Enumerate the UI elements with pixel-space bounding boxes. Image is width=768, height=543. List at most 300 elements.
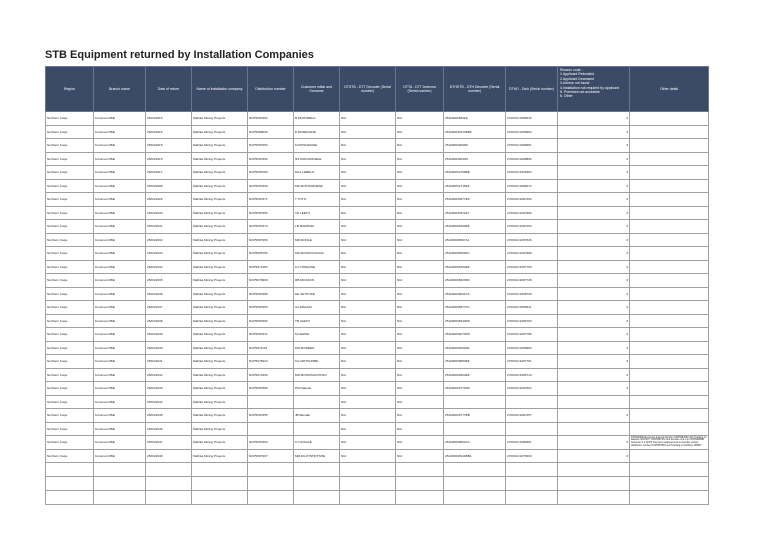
table-cell[interactable]: NCP5071484 <box>248 260 294 274</box>
table-cell[interactable]: Northern Cape <box>46 301 94 315</box>
column-header[interactable]: Distribution number <box>248 67 294 112</box>
table-cell[interactable]: Kuruman DBE <box>94 287 146 301</box>
table-cell[interactable]: Northern Cape <box>46 422 94 436</box>
table-cell[interactable]: N/A <box>396 328 444 342</box>
table-cell[interactable]: NCP5087962 <box>248 436 294 450</box>
column-header[interactable]: DTTA - DTT Antenna (Serial number) <box>396 67 444 112</box>
table-cell[interactable]: Kuruman DBE <box>94 166 146 180</box>
table-cell[interactable]: MN MOREEN <box>294 341 340 355</box>
table-cell[interactable]: NCP5071191 <box>248 341 294 355</box>
table-cell[interactable]: Kuruman DBE <box>94 220 146 234</box>
table-cell[interactable]: 270031C1086719 <box>506 368 558 382</box>
table-cell[interactable] <box>94 491 146 505</box>
table-cell[interactable]: 25/04/2041 <box>146 355 192 369</box>
table-cell[interactable]: 270031C1088215 <box>506 112 558 126</box>
table-cell[interactable]: Kuruman DBE <box>94 301 146 315</box>
table-cell[interactable]: Mafrika Mining Projects <box>192 247 248 261</box>
table-cell[interactable]: 251000036450E8 <box>444 220 506 234</box>
table-cell[interactable] <box>294 491 340 505</box>
table-cell[interactable]: N/A <box>340 355 396 369</box>
table-cell[interactable]: Kuruman DBE <box>94 260 146 274</box>
table-cell[interactable]: Mafrika Mining Projects <box>192 314 248 328</box>
table-cell[interactable] <box>396 491 444 505</box>
table-cell[interactable]: KG MOTSUMBE <box>294 355 340 369</box>
table-cell[interactable]: 251000032708BE <box>444 166 506 180</box>
table-cell[interactable] <box>396 463 444 477</box>
table-cell[interactable]: N/A <box>396 206 444 220</box>
table-cell[interactable] <box>630 139 709 153</box>
table-cell[interactable]: NCP5079968 <box>248 274 294 288</box>
table-cell[interactable]: N/A <box>340 382 396 396</box>
table-cell[interactable]: Mafrika Mining Projects <box>192 341 248 355</box>
table-cell[interactable]: M MOSIAMANE <box>294 139 340 153</box>
table-cell[interactable]: N/A <box>396 449 444 463</box>
table-cell[interactable]: NCP5087952 <box>248 112 294 126</box>
table-cell[interactable]: Mafrika Mining Projects <box>192 179 248 193</box>
table-cell[interactable]: NCP5087889 <box>248 382 294 396</box>
table-cell[interactable] <box>630 409 709 423</box>
table-cell[interactable]: 270031C1076693 <box>506 449 558 463</box>
table-cell[interactable]: Kuruman DBE <box>94 112 146 126</box>
table-cell[interactable] <box>630 463 709 477</box>
table-cell[interactable]: Northern Cape <box>46 112 94 126</box>
table-cell[interactable]: N/A <box>340 328 396 342</box>
table-cell[interactable]: N/A <box>340 193 396 207</box>
table-cell[interactable]: 270031C1087761 <box>506 355 558 369</box>
table-cell[interactable]: 3 <box>558 368 630 382</box>
table-cell[interactable]: Kuruman DBE <box>94 449 146 463</box>
table-cell[interactable]: 3 <box>558 247 630 261</box>
table-cell[interactable]: N/A <box>396 409 444 423</box>
table-cell[interactable] <box>630 247 709 261</box>
table-cell[interactable]: 3 <box>558 112 630 126</box>
table-cell[interactable] <box>506 463 558 477</box>
table-cell[interactable]: 3 <box>558 314 630 328</box>
table-cell[interactable]: Northern Cape <box>46 382 94 396</box>
table-cell[interactable]: MR MONCHOGANG <box>294 247 340 261</box>
table-cell[interactable] <box>248 395 294 409</box>
table-cell[interactable] <box>630 287 709 301</box>
table-cell[interactable]: N/A <box>340 409 396 423</box>
table-cell[interactable] <box>630 112 709 126</box>
table-cell[interactable]: Kuruman DBE <box>94 247 146 261</box>
table-cell[interactable]: NCP5087971 <box>248 193 294 207</box>
table-cell[interactable]: Mafrika Mining Projects <box>192 395 248 409</box>
table-cell[interactable]: N/A <box>396 125 444 139</box>
table-cell[interactable]: N/A <box>340 233 396 247</box>
table-cell[interactable]: N/A <box>396 301 444 315</box>
table-cell[interactable]: Mafrika Mining Projects <box>192 368 248 382</box>
table-cell[interactable] <box>444 422 506 436</box>
table-cell[interactable] <box>340 477 396 491</box>
table-cell[interactable]: N/A <box>340 112 396 126</box>
table-cell[interactable]: M LEEWE <box>294 328 340 342</box>
table-cell[interactable] <box>294 477 340 491</box>
table-cell[interactable] <box>340 491 396 505</box>
table-cell[interactable] <box>630 220 709 234</box>
table-cell[interactable] <box>630 395 709 409</box>
table-cell[interactable] <box>630 233 709 247</box>
table-cell[interactable]: 25/04/2015 <box>146 152 192 166</box>
table-cell[interactable] <box>630 314 709 328</box>
table-cell[interactable]: 270031C1086703 <box>506 314 558 328</box>
table-cell[interactable] <box>46 491 94 505</box>
table-cell[interactable]: N/A <box>340 260 396 274</box>
table-cell[interactable]: N/A <box>396 274 444 288</box>
table-cell[interactable] <box>630 449 709 463</box>
table-cell[interactable]: Northern Cape <box>46 368 94 382</box>
table-cell[interactable]: NCP5087911 <box>248 328 294 342</box>
table-cell[interactable]: MM DILOTSHOTSHE <box>294 449 340 463</box>
table-cell[interactable]: 270031C1087728 <box>506 274 558 288</box>
table-cell[interactable]: 3 <box>558 409 630 423</box>
table-cell[interactable]: 3 <box>558 436 630 450</box>
table-cell[interactable]: Kuruman DBE <box>94 341 146 355</box>
table-cell[interactable]: 251000036877FC <box>444 301 506 315</box>
table-cell[interactable]: N/A <box>396 152 444 166</box>
table-cell[interactable]: 251000032070D8 <box>444 328 506 342</box>
table-cell[interactable]: DTH200096 Receiving antenna Number NCP5087952 with Tracking on address NCP5077 NCP5087970 and decoder unit is in NCP5088988 Antenna no 2 NCP5 has been swapped and no decoder receipt distributon number NCP5087953 and Tracking on Address 138987 <box>630 436 709 450</box>
table-cell[interactable]: N/A <box>396 395 444 409</box>
table-cell[interactable]: 3 <box>558 179 630 193</box>
table-cell[interactable]: N/A <box>340 274 396 288</box>
table-cell[interactable]: N/A <box>340 139 396 153</box>
column-header[interactable]: DTHSTB - DTH Decoder (Serial number) <box>444 67 506 112</box>
table-cell[interactable]: 251000036623BC <box>444 274 506 288</box>
table-cell[interactable]: Mafrika Mining Projects <box>192 125 248 139</box>
table-cell[interactable]: 251000036910BB1 <box>444 449 506 463</box>
table-cell[interactable]: 3 <box>558 125 630 139</box>
table-cell[interactable]: Northern Cape <box>46 139 94 153</box>
table-cell[interactable] <box>506 477 558 491</box>
table-cell[interactable] <box>248 477 294 491</box>
table-cell[interactable]: NS MOHAPANELE <box>294 152 340 166</box>
table-cell[interactable]: 251000036940D8 <box>444 314 506 328</box>
table-cell[interactable]: N/A <box>396 287 444 301</box>
table-cell[interactable]: NCP5089780 <box>248 166 294 180</box>
table-cell[interactable]: MR MONKHADOHODI <box>294 368 340 382</box>
table-cell[interactable]: 270031C1091864 <box>506 166 558 180</box>
table-cell[interactable] <box>146 491 192 505</box>
table-cell[interactable]: 270031C1087996 <box>506 206 558 220</box>
table-cell[interactable]: 270031C1088960 <box>506 341 558 355</box>
table-cell[interactable] <box>444 477 506 491</box>
table-cell[interactable]: 251000036802A3 <box>444 436 506 450</box>
table-cell[interactable]: N/A <box>396 139 444 153</box>
table-cell[interactable]: Northern Cape <box>46 260 94 274</box>
table-cell[interactable]: N/A <box>340 301 396 315</box>
table-cell[interactable]: 3 <box>558 206 630 220</box>
table-cell[interactable]: 25/04/2031 <box>146 220 192 234</box>
table-cell[interactable] <box>294 463 340 477</box>
table-cell[interactable] <box>630 422 709 436</box>
table-cell[interactable]: NCP5087955 <box>248 409 294 423</box>
table-cell[interactable]: 270031C1087257 <box>506 409 558 423</box>
table-cell[interactable]: 25/04/2039 <box>146 328 192 342</box>
table-cell[interactable] <box>630 368 709 382</box>
table-cell[interactable] <box>444 463 506 477</box>
table-cell[interactable] <box>630 274 709 288</box>
table-cell[interactable]: N/A <box>340 449 396 463</box>
table-cell[interactable]: 25/04/2037 <box>146 301 192 315</box>
table-cell[interactable]: Mafrika Mining Projects <box>192 449 248 463</box>
table-cell[interactable]: Kuruman DBE <box>94 409 146 423</box>
table-cell[interactable]: 25/04/2034 <box>146 260 192 274</box>
table-cell[interactable]: 25/04/2040 <box>146 341 192 355</box>
table-cell[interactable] <box>506 395 558 409</box>
table-cell[interactable]: Mafrika Mining Projects <box>192 301 248 315</box>
table-cell[interactable]: Northern Cape <box>46 274 94 288</box>
table-cell[interactable]: N/A <box>340 422 396 436</box>
table-cell[interactable]: Mafrika Mining Projects <box>192 436 248 450</box>
table-cell[interactable]: Mafrika Mining Projects <box>192 193 248 207</box>
column-header[interactable]: Other detail <box>630 67 709 112</box>
table-cell[interactable]: 25/04/2015 <box>146 112 192 126</box>
table-cell[interactable]: N/A <box>340 314 396 328</box>
table-cell[interactable]: NCP5087956 <box>248 206 294 220</box>
table-cell[interactable]: Mafrika Mining Projects <box>192 287 248 301</box>
table-cell[interactable] <box>558 395 630 409</box>
table-cell[interactable] <box>46 477 94 491</box>
column-header[interactable]: DTSTB - DTT Decoder (Serial number) <box>340 67 396 112</box>
table-cell[interactable] <box>630 260 709 274</box>
table-cell[interactable]: 3 <box>558 139 630 153</box>
table-cell[interactable]: NCP5087985 <box>248 287 294 301</box>
table-cell[interactable] <box>630 477 709 491</box>
table-cell[interactable]: Northern Cape <box>46 220 94 234</box>
table-cell[interactable] <box>630 152 709 166</box>
table-cell[interactable]: N/A <box>396 166 444 180</box>
table-cell[interactable]: N/A <box>340 179 396 193</box>
table-cell[interactable]: 251000036950FC <box>444 247 506 261</box>
table-cell[interactable]: N/A <box>340 395 396 409</box>
table-cell[interactable]: 3 <box>558 152 630 166</box>
table-cell[interactable]: 3 <box>558 220 630 234</box>
table-cell[interactable] <box>192 463 248 477</box>
table-cell[interactable] <box>630 341 709 355</box>
table-cell[interactable]: Mafrika Mining Projects <box>192 206 248 220</box>
table-cell[interactable]: N/A <box>396 193 444 207</box>
table-cell[interactable]: N/A <box>340 436 396 450</box>
table-cell[interactable]: Northern Cape <box>46 449 94 463</box>
table-cell[interactable]: AA MAKADI <box>294 301 340 315</box>
table-cell[interactable]: Kuruman DBE <box>94 368 146 382</box>
table-cell[interactable]: 251000036453E8 <box>444 260 506 274</box>
table-cell[interactable]: 270031C1088952 <box>506 125 558 139</box>
table-cell[interactable] <box>248 422 294 436</box>
table-cell[interactable]: 251000036633N <box>444 152 506 166</box>
table-cell[interactable]: 270031C1087826 <box>506 233 558 247</box>
table-cell[interactable]: N/A <box>396 422 444 436</box>
table-cell[interactable]: Kuruman DBE <box>94 125 146 139</box>
table-cell[interactable]: Kuruman DBE <box>94 206 146 220</box>
table-cell[interactable]: Mafrika Mining Projects <box>192 409 248 423</box>
table-cell[interactable]: 3 <box>558 233 630 247</box>
table-cell[interactable]: Northern Cape <box>46 328 94 342</box>
table-cell[interactable]: 3 <box>558 260 630 274</box>
table-cell[interactable]: 25/04/2033 <box>146 247 192 261</box>
table-cell[interactable]: Kuruman DBE <box>94 139 146 153</box>
table-cell[interactable]: N/A <box>396 436 444 450</box>
table-cell[interactable]: NCP5074499 <box>248 368 294 382</box>
table-cell[interactable] <box>146 477 192 491</box>
table-cell[interactable]: 270031C1088806 <box>506 152 558 166</box>
table-cell[interactable]: N/A <box>396 355 444 369</box>
table-cell[interactable]: 3 <box>558 449 630 463</box>
table-cell[interactable]: 25/04/2042 <box>146 368 192 382</box>
table-cell[interactable]: Mafrika Mining Projects <box>192 260 248 274</box>
table-cell[interactable]: NCP5087952 <box>248 152 294 166</box>
table-cell[interactable]: Kuruman DBE <box>94 395 146 409</box>
table-cell[interactable]: TB LEETO <box>294 314 340 328</box>
table-cell[interactable]: 25/04/2043 <box>146 382 192 396</box>
table-cell[interactable]: N/A <box>396 314 444 328</box>
table-cell[interactable]: Northern Cape <box>46 166 94 180</box>
table-cell[interactable] <box>294 395 340 409</box>
table-cell[interactable]: Kuruman DBE <box>94 436 146 450</box>
table-cell[interactable] <box>630 301 709 315</box>
table-cell[interactable] <box>630 206 709 220</box>
table-cell[interactable]: NCP5087963 <box>248 301 294 315</box>
table-cell[interactable]: Northern Cape <box>46 233 94 247</box>
column-header[interactable]: Region <box>46 67 94 112</box>
table-cell[interactable]: 3 <box>558 274 630 288</box>
table-cell[interactable]: 251000026841E <box>444 112 506 126</box>
table-cell[interactable] <box>558 477 630 491</box>
table-cell[interactable]: 25/04/2035 <box>146 274 192 288</box>
table-cell[interactable]: LB MAMPARI <box>294 220 340 234</box>
table-cell[interactable]: 251000036772D6 <box>444 382 506 396</box>
table-cell[interactable]: N/A <box>340 206 396 220</box>
table-cell[interactable]: Kuruman DBE <box>94 422 146 436</box>
table-cell[interactable]: 270031C1088911 <box>506 301 558 315</box>
table-cell[interactable] <box>444 395 506 409</box>
table-cell[interactable]: Mafrika Mining Projects <box>192 422 248 436</box>
table-cell[interactable]: N/A <box>396 112 444 126</box>
table-cell[interactable]: 270031C1087998 <box>506 247 558 261</box>
table-cell[interactable]: Northern Cape <box>46 409 94 423</box>
table-cell[interactable]: DE SETHUPE <box>294 287 340 301</box>
table-cell[interactable]: 251000030371E7 <box>444 206 506 220</box>
column-header[interactable]: DTHD - Dish (Serial number) <box>506 67 558 112</box>
table-cell[interactable]: MR MOOLE <box>294 233 340 247</box>
table-cell[interactable]: 25/04/2038 <box>146 314 192 328</box>
table-cell[interactable]: JB Bamadi <box>294 409 340 423</box>
table-cell[interactable]: Northern Cape <box>46 436 94 450</box>
table-cell[interactable] <box>248 491 294 505</box>
table-cell[interactable]: 270031C1087622 <box>506 382 558 396</box>
column-header[interactable]: Branch name <box>94 67 146 112</box>
table-cell[interactable]: N/A <box>340 166 396 180</box>
table-cell[interactable]: Kuruman DBE <box>94 233 146 247</box>
table-cell[interactable] <box>294 422 340 436</box>
table-cell[interactable]: NCP5087956 <box>248 233 294 247</box>
table-cell[interactable] <box>630 193 709 207</box>
table-cell[interactable]: 3 <box>558 341 630 355</box>
table-cell[interactable]: NCP5086756 <box>248 247 294 261</box>
table-cell[interactable]: Mafrika Mining Projects <box>192 274 248 288</box>
table-cell[interactable] <box>630 125 709 139</box>
table-cell[interactable]: N/A <box>340 368 396 382</box>
table-cell[interactable] <box>396 477 444 491</box>
table-cell[interactable]: 3 <box>558 328 630 342</box>
table-cell[interactable]: 25/04/2045 <box>146 409 192 423</box>
table-cell[interactable]: 251000030313BB6 <box>444 125 506 139</box>
table-cell[interactable]: 3 <box>558 287 630 301</box>
table-cell[interactable]: Mafrika Mining Projects <box>192 382 248 396</box>
table-cell[interactable]: 25/04/2046 <box>146 422 192 436</box>
table-cell[interactable]: RB DIKASON <box>294 274 340 288</box>
table-cell[interactable]: Mafrika Mining Projects <box>192 112 248 126</box>
table-cell[interactable]: 3 <box>558 193 630 207</box>
table-cell[interactable]: NCP5075923 <box>248 355 294 369</box>
table-cell[interactable]: 25/04/2048 <box>146 449 192 463</box>
table-cell[interactable]: Mafrika Mining Projects <box>192 233 248 247</box>
table-cell[interactable]: Kuruman DBE <box>94 152 146 166</box>
table-cell[interactable]: N/A <box>396 220 444 234</box>
table-cell[interactable]: TR LEETO <box>294 206 340 220</box>
table-cell[interactable]: 251000036777BB <box>444 409 506 423</box>
table-cell[interactable]: 25/04/2036 <box>146 287 192 301</box>
table-cell[interactable]: Kuruman DBE <box>94 328 146 342</box>
table-cell[interactable]: 25/04/2015 <box>146 139 192 153</box>
table-cell[interactable]: N/A <box>396 382 444 396</box>
table-cell[interactable]: Kuruman DBE <box>94 274 146 288</box>
table-cell[interactable] <box>146 463 192 477</box>
table-cell[interactable]: Northern Cape <box>46 179 94 193</box>
table-cell[interactable] <box>630 179 709 193</box>
table-cell[interactable]: NCP5087966 <box>248 314 294 328</box>
table-cell[interactable]: 3 <box>558 355 630 369</box>
table-cell[interactable]: 25/04/2015 <box>146 125 192 139</box>
table-cell[interactable]: 270031C1087786 <box>506 328 558 342</box>
table-cell[interactable]: Kuruman DBE <box>94 355 146 369</box>
table-cell[interactable] <box>192 491 248 505</box>
table-cell[interactable]: Kuruman DBE <box>94 314 146 328</box>
table-cell[interactable]: 25/04/2030 <box>146 206 192 220</box>
table-cell[interactable]: Mafrika Mining Projects <box>192 220 248 234</box>
table-cell[interactable]: N/A <box>396 341 444 355</box>
table-cell[interactable]: N/A <box>340 247 396 261</box>
table-cell[interactable]: KJ CHWAANE <box>294 260 340 274</box>
table-cell[interactable]: PM Nakede <box>294 382 340 396</box>
table-cell[interactable]: 270031C1088709 <box>506 287 558 301</box>
table-cell[interactable]: N/A <box>396 260 444 274</box>
table-cell[interactable]: 251000036567A1 <box>444 233 506 247</box>
table-cell[interactable] <box>444 491 506 505</box>
table-cell[interactable]: 270031C1088361 <box>506 436 558 450</box>
table-cell[interactable]: Northern Cape <box>46 355 94 369</box>
table-cell[interactable]: Kuruman DBE <box>94 382 146 396</box>
table-cell[interactable]: N/A <box>396 247 444 261</box>
table-cell[interactable]: Mafrika Mining Projects <box>192 152 248 166</box>
table-cell[interactable]: Kuruman DBE <box>94 193 146 207</box>
table-cell[interactable]: Northern Cape <box>46 206 94 220</box>
table-cell[interactable] <box>506 422 558 436</box>
table-cell[interactable]: NCP5087969 <box>248 179 294 193</box>
table-cell[interactable]: 25/04/2017 <box>146 166 192 180</box>
table-cell[interactable]: 25/04/2029 <box>146 193 192 207</box>
table-cell[interactable]: Mafrika Mining Projects <box>192 139 248 153</box>
table-cell[interactable] <box>94 477 146 491</box>
table-cell[interactable]: NCP5088005 <box>248 125 294 139</box>
table-cell[interactable]: 270031C1087709 <box>506 260 558 274</box>
table-cell[interactable]: E MORENANE <box>294 125 340 139</box>
table-cell[interactable] <box>558 491 630 505</box>
table-cell[interactable]: N/A <box>340 220 396 234</box>
table-cell[interactable] <box>630 382 709 396</box>
table-cell[interactable]: T TOTO <box>294 193 340 207</box>
